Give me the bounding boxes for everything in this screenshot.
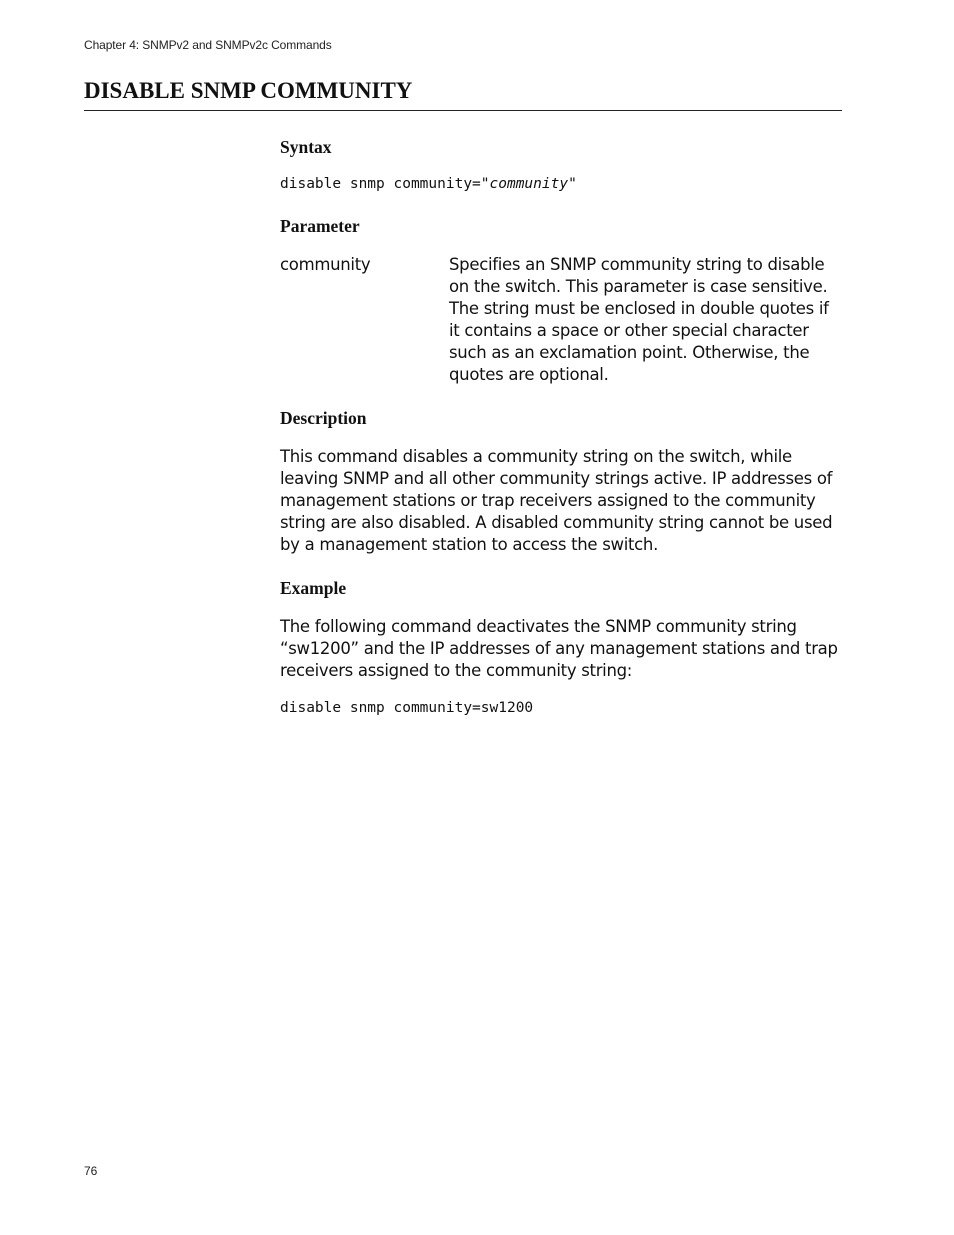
parameter-description: Specifies an SNMP community string to disable on the switch. This parameter is case sensitive. The string must be enclosed in double quotes if it contains a space or other special character such as an exclamation point. Otherwise, the quotes are optional. <box>449 255 829 384</box>
description-heading: Description <box>280 408 367 428</box>
example-command: disable snmp community=sw1200 <box>280 700 534 716</box>
parameter-name: community <box>280 255 371 274</box>
syntax-heading: Syntax <box>280 137 332 157</box>
example-text: The following command deactivates the SNMP community string “sw1200” and the IP addresses of any management stations and trap receivers assigned to the community string: <box>280 617 838 680</box>
running-header: Chapter 4: SNMPv2 and SNMPv2c Commands <box>84 38 332 52</box>
parameter-row <box>280 254 842 386</box>
section-content <box>280 135 842 718</box>
parameter-heading: Parameter <box>280 216 360 236</box>
syntax-command-prefix: disable snmp community=" <box>280 176 490 192</box>
description-text: This command disables a community string on the switch, while leaving SNMP and all other community strings active. IP addresses of management stations or trap receivers assigned to the community string are also disabled. A disabled community string cannot be used by a management station to access the switch. <box>280 447 833 554</box>
section-title: DISABLE SNMP COMMUNITY <box>84 78 413 103</box>
page-number: 76 <box>84 1164 98 1178</box>
syntax-command-arg: community <box>489 176 569 192</box>
example-heading: Example <box>280 578 347 598</box>
syntax-command-suffix: " <box>568 176 577 192</box>
syntax-command <box>280 174 842 194</box>
title-rule <box>84 110 842 111</box>
